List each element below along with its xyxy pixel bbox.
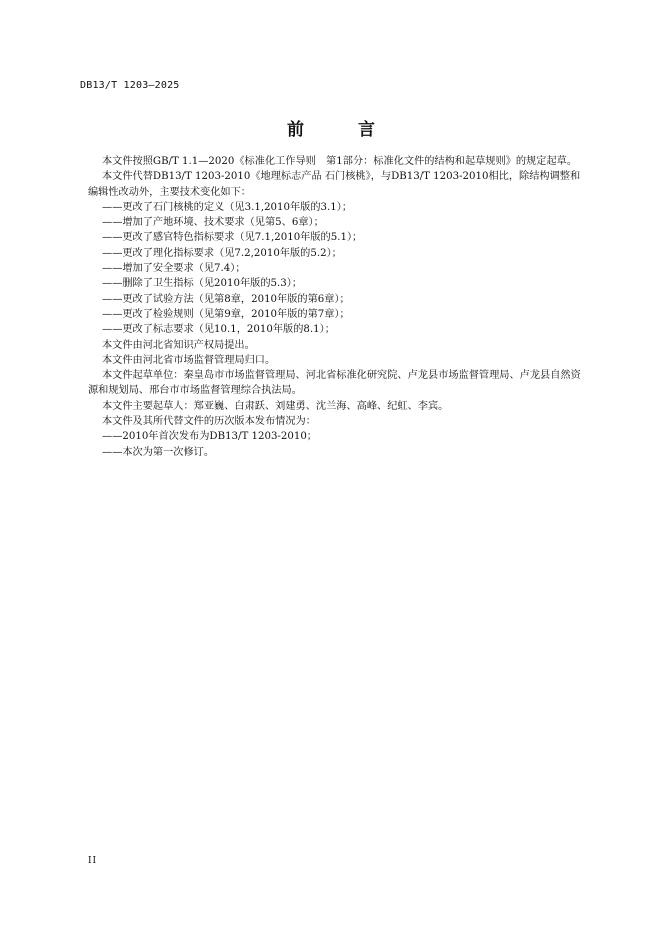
page-title: 前 言: [287, 120, 399, 140]
history-list-item: ——2010年首次发布为DB13/T 1203-2010；: [102, 431, 317, 443]
change-list-item: ——增加了安全要求（见7.4）；: [102, 263, 246, 275]
change-list-item: ——增加了产地环境、技术要求（见第5、6章）；: [102, 217, 324, 229]
page-number: II: [88, 856, 98, 866]
change-list-item: ——更改了试验方法（见第8章，2010年版的第6章）；: [102, 293, 350, 305]
foreword-paragraph: 本文件代替DB13/T 1203-2010《地理标志产品 石门核桃》，与DB13/T 1203-2010相比，除结构调整和编辑性改动外，主要技术变化如下：: [88, 171, 581, 198]
change-list-item: ——更改了检验规则（见第9章，2010年版的第7章）；: [102, 308, 350, 320]
history-list-item: ——本次为第一次修订。: [102, 446, 215, 458]
foreword-paragraph: 本文件起草单位：秦皇岛市市场监督管理局、河北省标准化研究院、卢龙县市场监督管理局、卢龙县自然资源和规划局、邢台市市场监督管理综合执法局。: [88, 370, 581, 397]
foreword-paragraph: 本文件及其所代替文件的历次版本发布情况为：: [102, 416, 316, 428]
change-list-item: ——删除了卫生指标（见2010年版的5.3）；: [102, 278, 303, 290]
foreword-paragraph: 本文件由河北省知识产权局提出。: [102, 339, 255, 351]
change-list-item: ——更改了理化指标要求（见7.2,2010年版的5.2）；: [102, 247, 342, 259]
change-list-item: ——更改了感官特色指标要求（见7.1,2010年版的5.1）；: [102, 232, 363, 244]
foreword-paragraph: 本文件由河北省市场监督管理局归口。: [102, 354, 276, 366]
change-list-item: ——更改了标志要求（见10.1，2010年版的8.1）；: [102, 324, 335, 336]
foreword-content: [88, 154, 582, 460]
foreword-paragraph: 本文件主要起草人：郑亚巍、白肃跃、刘建勇、沈兰海、高峰、纪虹、李宾。: [102, 400, 449, 412]
foreword-paragraph: 本文件按照GB/T 1.1—2020《标准化工作导则 第1部分：标准化文件的结构和起草规则》的规定起草。: [102, 156, 578, 167]
document-code: DB13/T 1203—2025: [80, 80, 180, 91]
change-list-item: ——更改了石门核桃的定义（见3.1,2010年版的3.1）；: [102, 201, 353, 213]
